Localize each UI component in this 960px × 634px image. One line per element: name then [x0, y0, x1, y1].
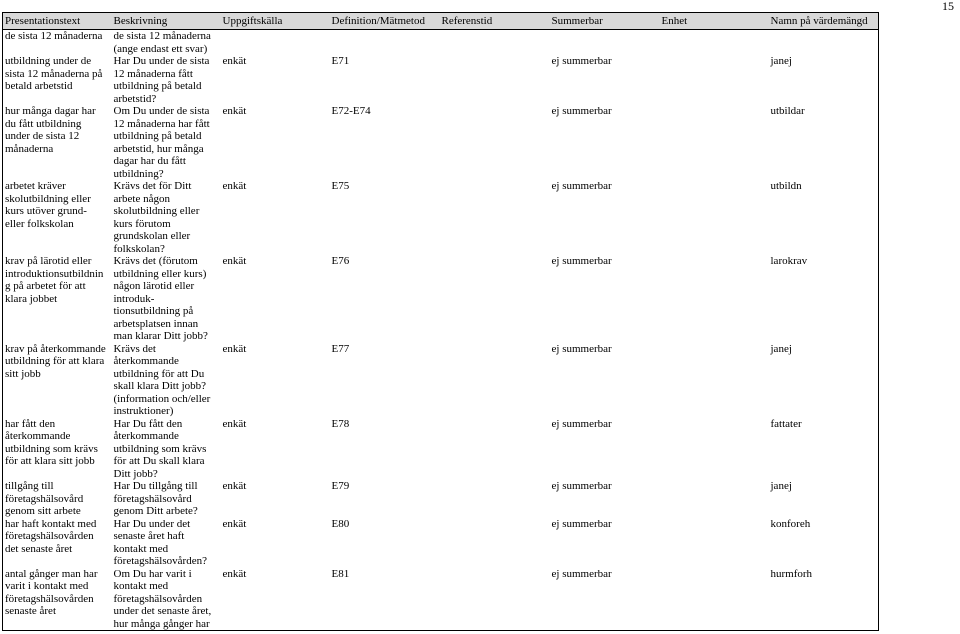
cell-unit: [660, 568, 769, 631]
cell-description: Har Du tillgång till företagshälsovård genom Ditt arbete?: [113, 480, 198, 517]
cell-source: enkät: [222, 417, 247, 430]
cell-definition: E79: [331, 480, 350, 492]
cell-description: Om Du har varit i kontakt med företagshälsovården under det senaste året, hur många gånger har: [113, 567, 212, 630]
cell-presentation: arbetet kräver skolutbildning eller kurs utöver grund- eller folkskolan: [5, 180, 91, 230]
cell-description: Krävs det (förutom utbildning eller kurs) någon lärotid eller introduk- tionsutbildning på arbetsplatsen innan man klarar Ditt jobb?: [113, 255, 208, 342]
cell-unit: [660, 255, 769, 343]
table-body: [3, 30, 879, 631]
cell-value-set: fattater: [770, 417, 802, 430]
cell-unit: [660, 343, 769, 418]
cell-summable: ej summerbar: [551, 342, 612, 355]
cell-reference-time: [440, 255, 550, 343]
col-header-source: Uppgiftskälla: [221, 13, 330, 30]
cell-summable: ej summerbar: [551, 180, 612, 192]
cell-source: enkät: [222, 255, 247, 267]
cell-summable: [550, 30, 660, 56]
cell-value-set: janej: [770, 55, 792, 67]
cell-definition: E78: [331, 417, 350, 430]
cell-value-set: utbildar: [770, 105, 805, 117]
cell-presentation: krav på lärotid eller introduktionsutbildnin g på arbetet för att klara jobbet: [5, 255, 104, 305]
cell-reference-time: [440, 568, 550, 631]
cell-presentation: har fått den återkommande utbildning som krävs för att klara sitt jobb: [5, 417, 98, 467]
cell-unit: [660, 105, 769, 180]
cell-summable: ej summerbar: [551, 517, 612, 530]
col-header-value-set: Namn på värdemängd: [769, 13, 879, 30]
cell-description: Har Du under det senaste året haft kontakt med företagshälsovården?: [113, 517, 207, 567]
cell-definition: [330, 30, 440, 56]
col-header-definition: Definition/Mätmetod: [330, 13, 440, 30]
col-header-unit: Enhet: [660, 13, 769, 30]
table-row: [3, 568, 879, 631]
cell-reference-time: [440, 418, 550, 481]
cell-unit: [660, 518, 769, 568]
cell-unit: [660, 55, 769, 105]
cell-unit: [660, 480, 769, 518]
col-header-presentation: Presentationstext: [3, 13, 112, 30]
variable-table: [2, 12, 879, 631]
cell-summable: ej summerbar: [551, 480, 612, 492]
cell-presentation: tillgång till företagshälsovård genom sitt arbete: [5, 480, 84, 517]
table-row: [3, 30, 879, 56]
cell-definition: E80: [331, 517, 350, 530]
cell-value-set: janej: [770, 480, 792, 492]
cell-presentation: har haft kontakt med företagshälsovården det senaste året: [5, 517, 97, 555]
cell-description: Krävs det återkommande utbildning för att Du skall klara Ditt jobb? (information och/eller instruktioner): [113, 342, 211, 417]
cell-source: [221, 30, 330, 56]
table-row: [3, 418, 879, 481]
cell-definition: E81: [331, 567, 350, 580]
table-row: [3, 55, 879, 105]
cell-definition: E77: [331, 342, 350, 355]
cell-presentation: krav på återkommande utbildning för att klara sitt jobb: [5, 342, 106, 380]
cell-source: enkät: [222, 567, 247, 580]
cell-value-set: janej: [770, 342, 792, 355]
cell-summable: ej summerbar: [551, 105, 612, 117]
cell-definition: E75: [331, 180, 350, 192]
table-row: [3, 255, 879, 343]
table-row: [3, 105, 879, 180]
cell-description: Har Du fått den återkommande utbildning som krävs för att Du skall klara Ditt jobb?: [113, 417, 207, 480]
table-row: [3, 343, 879, 418]
cell-reference-time: [440, 30, 550, 56]
cell-description: Krävs det för Ditt arbete någon skolutbildning eller kurs förutom grundskolan eller folkskolan?: [113, 180, 200, 255]
table-row: [3, 180, 879, 255]
cell-definition: E71: [331, 55, 350, 67]
cell-source: enkät: [222, 55, 247, 67]
col-header-summable: Summerbar: [550, 13, 660, 30]
cell-presentation: hur många dagar har du fått utbildning under de sista 12 månaderna: [5, 105, 96, 155]
cell-value-set: utbildn: [770, 180, 802, 192]
page-number: 15: [942, 0, 954, 13]
cell-presentation: antal gånger man har varit i kontakt med företagshälsovården senaste året: [5, 567, 98, 617]
cell-unit: [660, 30, 769, 56]
table-row: [3, 518, 879, 568]
cell-summable: ej summerbar: [551, 567, 612, 580]
cell-value-set: larokrav: [770, 255, 808, 267]
cell-definition: E72-E74: [331, 105, 371, 117]
cell-reference-time: [440, 105, 550, 180]
cell-value-set: [769, 30, 879, 56]
cell-description: Om Du under de sista 12 månaderna har fått utbildning på betald arbetstid, hur många dagar har du fått utbildning?: [113, 105, 210, 180]
table-header-row: [3, 13, 879, 30]
cell-summable: ej summerbar: [551, 417, 612, 430]
col-header-description: Beskrivning: [112, 13, 221, 30]
cell-source: enkät: [222, 480, 247, 492]
table-row: [3, 480, 879, 518]
cell-value-set: konforeh: [770, 517, 811, 530]
cell-reference-time: [440, 480, 550, 518]
cell-source: enkät: [222, 180, 247, 192]
cell-presentation: de sista 12 månaderna: [5, 30, 103, 42]
cell-presentation: utbildning under de sista 12 månaderna på betald arbetstid: [5, 55, 103, 92]
cell-reference-time: [440, 180, 550, 255]
cell-definition: E76: [331, 255, 350, 267]
cell-reference-time: [440, 518, 550, 568]
cell-source: enkät: [222, 105, 247, 117]
cell-summable: ej summerbar: [551, 55, 612, 67]
cell-summable: ej summerbar: [551, 255, 612, 267]
cell-description: de sista 12 månaderna (ange endast ett svar): [113, 30, 211, 55]
cell-reference-time: [440, 343, 550, 418]
cell-source: enkät: [222, 517, 247, 530]
cell-description: Har Du under de sista 12 månaderna fått utbildning på betald arbetstid?: [113, 55, 210, 105]
cell-reference-time: [440, 55, 550, 105]
col-header-reference-time: Referenstid: [440, 13, 550, 30]
cell-value-set: hurmforh: [770, 567, 813, 580]
cell-unit: [660, 418, 769, 481]
cell-source: enkät: [222, 342, 247, 355]
cell-unit: [660, 180, 769, 255]
